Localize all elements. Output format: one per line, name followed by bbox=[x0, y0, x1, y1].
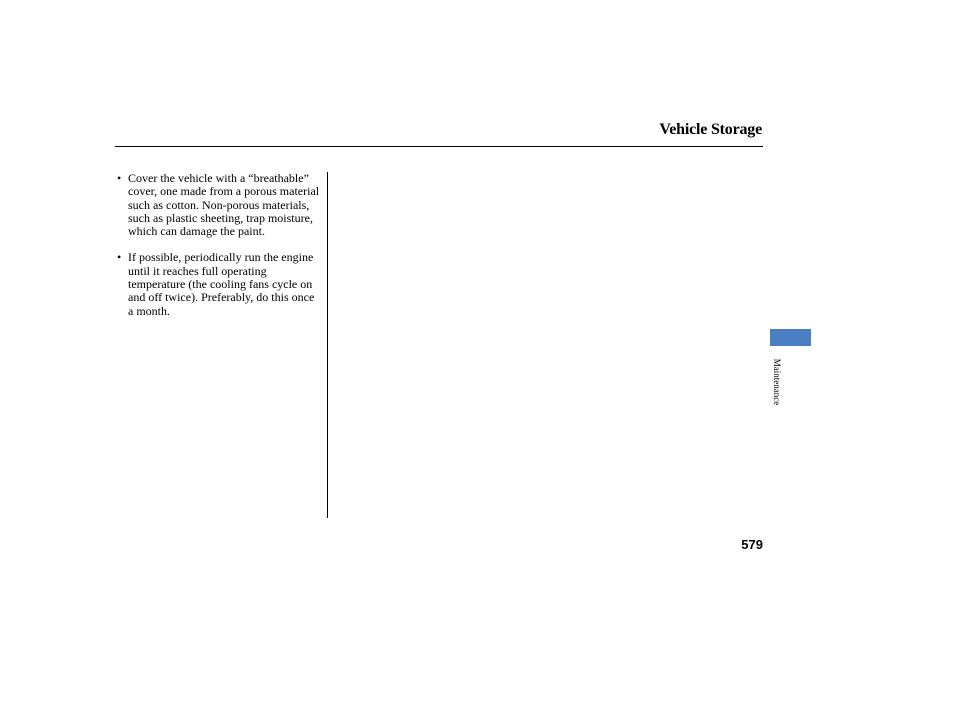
bullet-item bbox=[117, 251, 321, 317]
bullet-dot-icon: • bbox=[117, 171, 122, 185]
bullet-text: If possible, periodically run the engine until it reaches full operating temperature (the cooling fans cycle on and off twice). Preferably, do this once a month. bbox=[128, 250, 315, 318]
column-divider bbox=[327, 172, 328, 518]
header-rule bbox=[115, 146, 763, 147]
bullet-dot-icon: • bbox=[117, 250, 122, 265]
bullet-item bbox=[117, 172, 321, 238]
bullet-text: Cover the vehicle with a “breathable” cover, one made from a porous material such as cotton. Non-porous materials, such as plastic sheeting, trap moisture, which can damage the paint. bbox=[128, 171, 320, 239]
page-number: 579 bbox=[741, 537, 763, 552]
bullet-list bbox=[117, 172, 321, 331]
section-label-text: Maintenance bbox=[772, 358, 782, 406]
page-title: Vehicle Storage bbox=[659, 121, 762, 138]
section-tab[interactable] bbox=[770, 329, 811, 346]
